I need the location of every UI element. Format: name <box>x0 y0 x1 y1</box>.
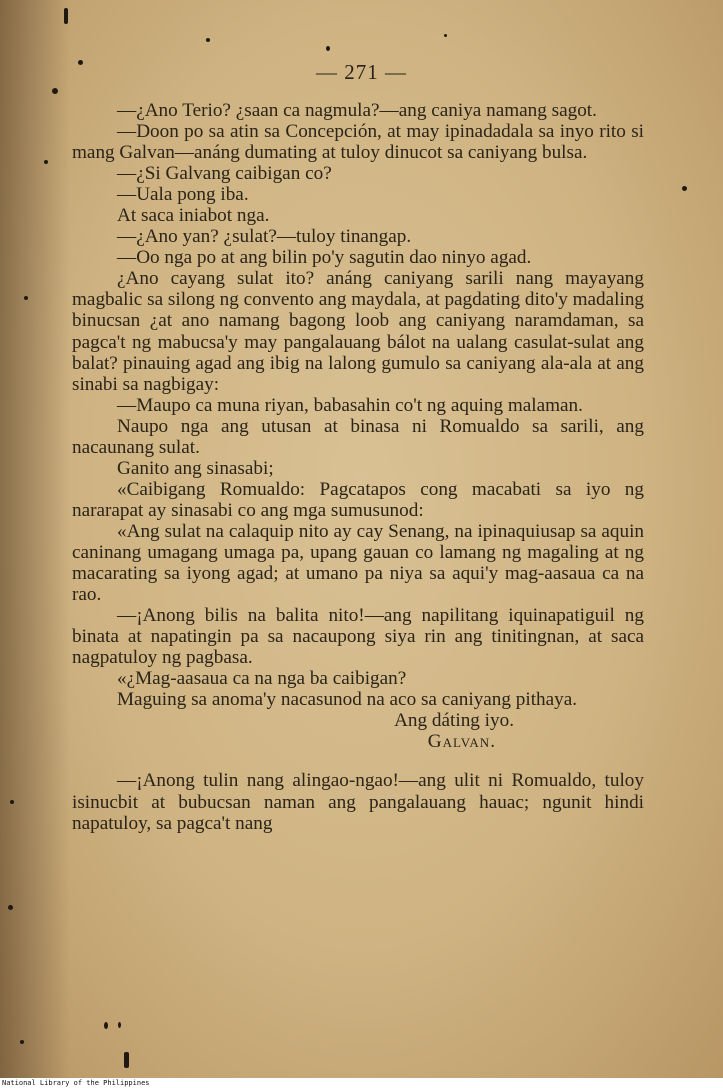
ink-speck <box>104 1022 108 1029</box>
ink-speck <box>8 905 13 910</box>
ink-speck <box>44 160 48 164</box>
paragraph: Maguing sa anoma'y nacasunod na aco sa caniyang pithaya. <box>117 689 578 711</box>
ink-speck <box>20 1040 24 1044</box>
paragraph: At saca iniabot nga. <box>117 205 270 227</box>
paragraph: —Oo nga po at ang bilin po'y sagutin dao ninyo agad. <box>117 247 532 269</box>
library-credit: National Library of the Philippines <box>2 1079 150 1087</box>
page-number: — 271 — <box>316 60 407 84</box>
letter-signature: Galvan. <box>427 731 496 753</box>
letter-closing: Ang dáting iyo. <box>394 710 514 732</box>
paragraph: «Ang sulat na calaquip nito ay cay Senang, na ipinaquiusap sa aquin caninang umagang umaga pa, upang gauan co lamang ng magaling at ng macarating sa iyong agad; at umano pa niya sa aqui'y mag-aasaua ca na rao. <box>72 520 644 606</box>
spacer <box>72 752 644 770</box>
paragraph: ¿Ano cayang sulat ito? anáng caniyang sarili nang mayayang magbalic sa silong ng convento ang maydala, at pagdating dito'y madaling binucsan ¿at ano namang bagong loob ang caniyang naramdaman, sa pagca't ng mabucsa'y may pangalauang bálot na ualang casulat-sulat ang balat? pinauing agad ang ibig na lalong gumulo sa caniyang ala-ala at ang sinabi sa nagbigay: <box>72 268 645 395</box>
ink-speck <box>64 8 68 24</box>
paragraph: —¡Anong tulin nang alingao-ngao!—ang ulit ni Romualdo, tuloy isinucbit at bubucsan naman ang pangalauang hauac; ngunit hindi napatuloy, sa pagca't nang <box>72 770 644 834</box>
paragraph: «¿Mag-aasaua ca na nga ba caibigan? <box>117 668 407 690</box>
ink-speck <box>682 186 687 191</box>
paragraph: Ganito ang sinasabi; <box>117 457 274 479</box>
ink-speck <box>24 296 28 300</box>
paragraph: —Uala pong iba. <box>117 184 249 206</box>
paragraph: —Doon po sa atin sa Concepción, at may ipinadadala sa inyo rito si mang Galvan—anáng dumating at tuloy dinucot sa caniyang bulsa. <box>72 121 644 164</box>
page-body-text <box>72 100 644 834</box>
ink-speck <box>124 1052 129 1068</box>
ink-speck <box>118 1022 121 1028</box>
paragraph: —Maupo ca muna riyan, babasahin co't ng aquing malaman. <box>117 394 583 416</box>
ink-speck <box>444 34 447 37</box>
ink-speck <box>78 60 83 65</box>
ink-speck <box>206 38 210 42</box>
page-edge-shadow <box>0 0 70 1078</box>
paragraph: —¿Si Galvang caibigan co? <box>117 163 332 185</box>
ink-speck <box>10 800 14 804</box>
paragraph: —¡Anong bilis na balita nito!—ang napilitang iquinapatiguil ng binata at napatingin pa sa nacaupong siya rin ang tinitingnan, at saca nagpatuloy ng pagbasa. <box>72 605 644 669</box>
paragraph: «Caibigang Romualdo: Pagcatapos cong macabati sa iyo ng nararapat ay sinasabi co ang mga sumusunod: <box>72 478 644 521</box>
ink-speck <box>52 88 58 94</box>
ink-speck <box>326 46 330 51</box>
paragraph: Naupo nga ang utusan at binasa ni Romualdo sa sarili, ang nacaunang sulat. <box>72 415 644 458</box>
paragraph: —¿Ano Terio? ¿saan ca nagmula?—ang caniya namang sagot. <box>117 100 597 121</box>
paragraph: —¿Ano yan? ¿sulat?—tuloy tinangap. <box>117 226 412 248</box>
